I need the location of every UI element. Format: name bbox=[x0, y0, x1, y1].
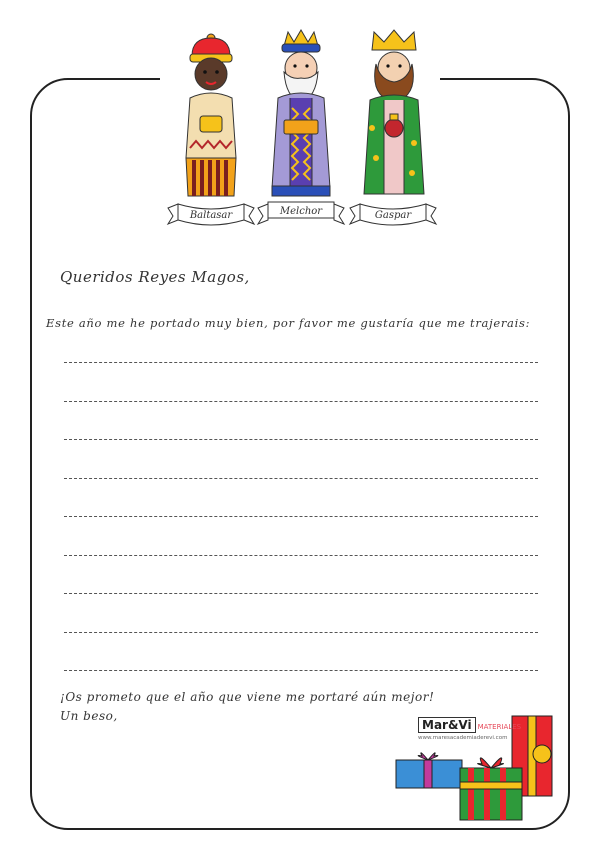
writing-line[interactable] bbox=[64, 439, 538, 440]
melchor-banner bbox=[256, 198, 346, 228]
baltasar-name: Baltasar bbox=[189, 210, 233, 221]
writing-line[interactable] bbox=[64, 401, 538, 402]
writing-line[interactable] bbox=[64, 362, 538, 363]
writing-line[interactable] bbox=[64, 670, 538, 671]
logo-sub-text: MATERIALES bbox=[477, 723, 522, 731]
writing-line[interactable] bbox=[64, 555, 538, 556]
writing-line[interactable] bbox=[64, 516, 538, 517]
melchor-name: Melchor bbox=[279, 206, 323, 217]
gaspar-illustration bbox=[358, 28, 430, 200]
letter-closing bbox=[60, 688, 434, 726]
gaspar-name: Gaspar bbox=[374, 210, 412, 221]
writing-line[interactable] bbox=[64, 593, 538, 594]
gaspar-banner bbox=[348, 198, 438, 228]
letter-intro: Este año me he portado muy bien, por favor me gustaría que me trajerais: bbox=[46, 316, 531, 330]
logo-main-text: Mar&Vi bbox=[418, 717, 476, 733]
letter-greeting: Queridos Reyes Magos, bbox=[60, 268, 250, 286]
baltasar-illustration bbox=[176, 28, 246, 200]
logo-url: www.maresacademiaderevi.com bbox=[418, 735, 508, 741]
brand-logo bbox=[418, 714, 521, 741]
writing-line[interactable] bbox=[64, 632, 538, 633]
writing-lines bbox=[64, 362, 538, 709]
melchor-illustration bbox=[264, 28, 338, 200]
writing-line[interactable] bbox=[64, 478, 538, 479]
closing-promise: ¡Os prometo que el año que viene me portaré aún mejor! bbox=[60, 690, 435, 704]
closing-kiss: Un beso, bbox=[60, 709, 118, 723]
baltasar-banner bbox=[166, 198, 256, 228]
